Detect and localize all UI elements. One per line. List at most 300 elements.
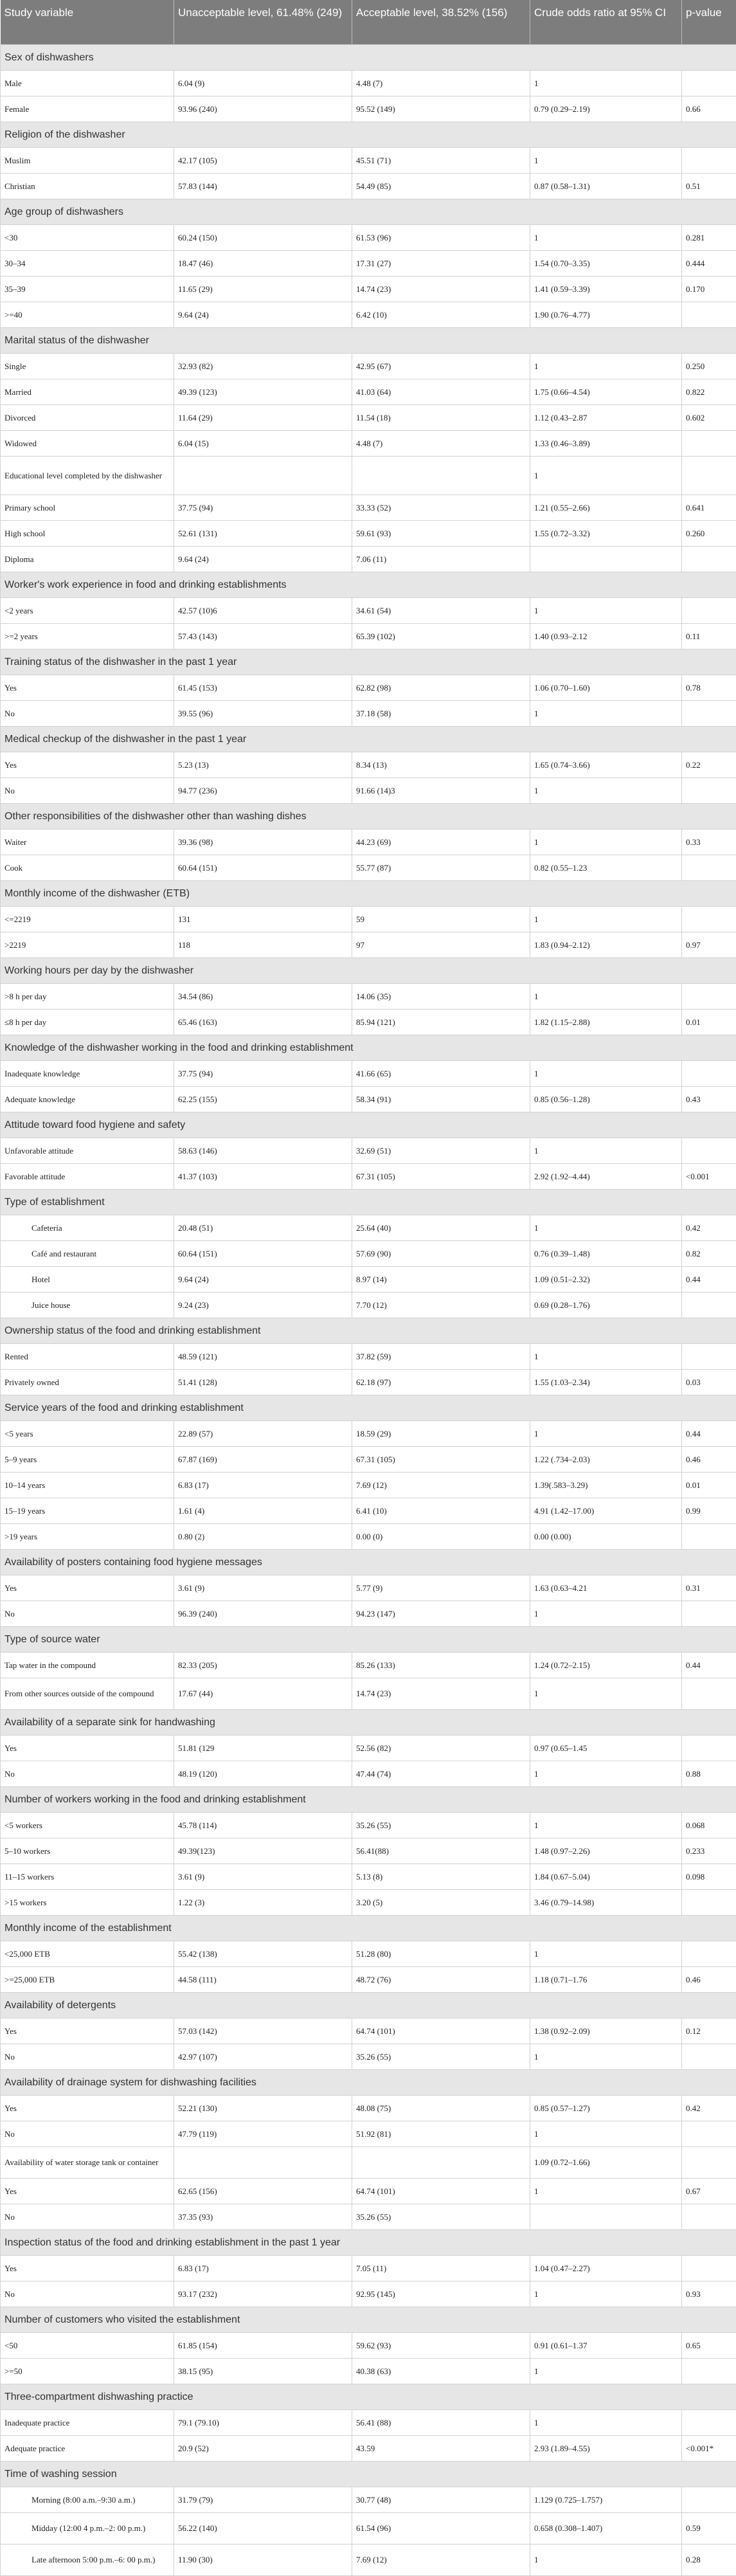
cell-acceptable: 85.26 (133) [352,1652,530,1678]
table-row [1,1652,736,1678]
cell-p-value [682,430,736,456]
cell-unacceptable: 131 [174,906,352,932]
cell-p-value: 0.44 [682,1420,736,1446]
table-row [1,983,736,1009]
cell-p-value [682,2255,736,2281]
cell-unacceptable: 48.59 (121) [174,1343,352,1369]
cell-odds-ratio: 1 [530,777,682,803]
cell-acceptable: 33.33 (52) [352,494,530,520]
cell-acceptable: 5.13 (8) [352,1864,530,1889]
cell-acceptable: 92.95 (145) [352,2281,530,2307]
cell-unacceptable: 61.85 (154) [174,2332,352,2358]
section-label: Availability of a separate sink for handwashing [1,1709,736,1735]
cell-variable: >=50 [1,2358,174,2384]
cell-variable: 10–14 years [1,1472,174,1498]
table-row [1,2095,736,2121]
cell-p-value [682,2146,736,2178]
cell-variable: Yes [1,2255,174,2281]
cell-p-value: 0.641 [682,494,736,520]
cell-variable: Yes [1,2178,174,2204]
cell-unacceptable: 52.21 (130) [174,2095,352,2121]
table-row [1,2255,736,2281]
cell-odds-ratio: 1.55 (1.03–2.34) [530,1369,682,1395]
cell-acceptable: 18.59 (29) [352,1420,530,1446]
cell-p-value [682,906,736,932]
cell-p-value [682,456,736,494]
cell-variable: >2219 [1,932,174,957]
cell-variable: Male [1,70,174,96]
section-row [1,726,736,752]
table-row [1,1864,736,1889]
cell-unacceptable: 67.87 (169) [174,1446,352,1472]
cell-acceptable: 35.26 (55) [352,2044,530,2069]
cell-odds-ratio: 1 [530,2358,682,2384]
cell-p-value: 0.28 [682,2544,736,2575]
cell-unacceptable: 0.80 (2) [174,1523,352,1549]
table-row [1,1889,736,1915]
cell-variable: <=2219 [1,906,174,932]
table-row [1,520,736,546]
cell-odds-ratio: 1.24 (0.72–2.15) [530,1652,682,1678]
cell-p-value: 0.44 [682,1266,736,1292]
cell-acceptable: 14.74 (23) [352,1678,530,1709]
cell-acceptable: 58.34 (91) [352,1086,530,1112]
section-row [1,327,736,353]
cell-unacceptable: 51.81 (129 [174,1735,352,1761]
section-row [1,1549,736,1575]
table-row [1,1812,736,1838]
cell-odds-ratio: 1.12 (0.43–2.87 [530,404,682,430]
cell-variable: >8 h per day [1,983,174,1009]
cell-odds-ratio: 0.76 (0.39–1.48) [530,1240,682,1266]
cell-variable: From other sources outside of the compound [1,1678,174,1709]
cell-odds-ratio: 1 [530,906,682,932]
section-label: Monthly income of the establishment [1,1915,736,1941]
cell-unacceptable: 42.57 (10)6 [174,597,352,623]
table-row [1,2121,736,2146]
header-study-variable: Study variable [1,0,174,44]
cell-acceptable: 14.06 (35) [352,983,530,1009]
cell-odds-ratio: 1.06 (0.70–1.60) [530,675,682,700]
cell-odds-ratio: 1 [530,1215,682,1240]
cell-unacceptable: 96.39 (240) [174,1601,352,1626]
table-row [1,623,736,649]
table-row [1,2512,736,2544]
table-row [1,1523,736,1549]
section-row [1,122,736,147]
cell-variable: <5 workers [1,1812,174,1838]
cell-p-value [682,1735,736,1761]
table-row [1,1215,736,1240]
cell-acceptable: 40.38 (63) [352,2358,530,2384]
cell-odds-ratio: 1.38 (0.92–2.09) [530,2018,682,2044]
cell-p-value: 0.82 [682,1240,736,1266]
cell-odds-ratio: 1 [530,2178,682,2204]
table-row [1,1678,736,1709]
cell-odds-ratio: 1 [530,2409,682,2435]
cell-p-value: 0.098 [682,1864,736,1889]
cell-unacceptable: 34.54 (86) [174,983,352,1009]
cell-unacceptable: 5.23 (13) [174,752,352,777]
cell-unacceptable: 38.15 (95) [174,2358,352,2384]
cell-acceptable: 65.39 (102) [352,623,530,649]
section-row [1,1786,736,1812]
cell-p-value: 0.281 [682,224,736,250]
cell-odds-ratio: 0.658 (0.308–1.407) [530,2512,682,2544]
cell-unacceptable: 42.97 (107) [174,2044,352,2069]
cell-p-value: 0.42 [682,1215,736,1240]
cell-acceptable: 97 [352,932,530,957]
cell-variable: Educational level completed by the dishwasher [1,456,174,494]
table-row [1,752,736,777]
table-row [1,2281,736,2307]
cell-odds-ratio: 1 [530,1138,682,1163]
cell-unacceptable: 6.04 (15) [174,430,352,456]
cell-variable: <5 years [1,1420,174,1446]
cell-acceptable: 67.31 (105) [352,1446,530,1472]
table-row [1,276,736,302]
cell-unacceptable: 18.47 (46) [174,250,352,276]
cell-acceptable: 91.66 (14)3 [352,777,530,803]
cell-p-value: 0.822 [682,379,736,404]
table-row [1,597,736,623]
cell-unacceptable: 94.77 (236) [174,777,352,803]
cell-p-value: 0.01 [682,1009,736,1035]
cell-odds-ratio: 3.46 (0.79–14.98) [530,1889,682,1915]
section-label: Ownership status of the food and drinking establishment [1,1318,736,1343]
cell-acceptable [352,456,530,494]
cell-p-value [682,855,736,880]
section-label: Training status of the dishwasher in the past 1 year [1,649,736,675]
cell-odds-ratio: 1 [530,1420,682,1446]
cell-p-value [682,1138,736,1163]
cell-odds-ratio: 1 [530,1761,682,1786]
table-row [1,1966,736,1992]
section-label: Age group of dishwashers [1,199,736,224]
cell-variable: 30–34 [1,250,174,276]
table-row [1,1420,736,1446]
cell-variable: Adequate knowledge [1,1086,174,1112]
cell-variable: No [1,2204,174,2229]
cell-variable: Morning (8:00 a.m.–9:30 a.m.) [1,2487,174,2512]
cell-unacceptable: 22.89 (57) [174,1420,352,1446]
cell-acceptable: 48.72 (76) [352,1966,530,1992]
section-label: Worker's work experience in food and drinking establishments [1,572,736,597]
cell-odds-ratio: 1 [530,2281,682,2307]
cell-p-value: 0.51 [682,173,736,199]
cell-variable: No [1,1761,174,1786]
cell-acceptable: 67.31 (105) [352,1163,530,1189]
cell-odds-ratio: 1.54 (0.70–3.35) [530,250,682,276]
cell-odds-ratio: 1 [530,1601,682,1626]
section-row [1,2384,736,2409]
table-row [1,1086,736,1112]
section-row [1,1709,736,1735]
cell-acceptable: 59 [352,906,530,932]
cell-acceptable: 6.41 (10) [352,1498,530,1523]
cell-unacceptable: 39.55 (96) [174,700,352,726]
cell-variable: Muslim [1,147,174,173]
cell-unacceptable: 93.17 (232) [174,2281,352,2307]
cell-acceptable: 59.62 (93) [352,2332,530,2358]
cell-variable: No [1,2044,174,2069]
section-row [1,1915,736,1941]
section-label: Availability of posters containing food hygiene messages [1,1549,736,1575]
cell-odds-ratio: 1.09 (0.72–1.66) [530,2146,682,2178]
section-row [1,572,736,597]
cell-variable: ≤8 h per day [1,1009,174,1035]
header-unacceptable-level: Unacceptable level, 61.48% (249) [174,0,352,44]
cell-p-value: 0.93 [682,2281,736,2307]
cell-unacceptable: 82.33 (205) [174,1652,352,1678]
cell-acceptable: 32.69 (51) [352,1138,530,1163]
cell-variable: Yes [1,752,174,777]
cell-variable: Café and restaurant [1,1240,174,1266]
cell-odds-ratio: 1.40 (0.93–2.12 [530,623,682,649]
cell-acceptable: 62.18 (97) [352,1369,530,1395]
table-header [1,0,736,44]
cell-acceptable: 59.61 (93) [352,520,530,546]
cell-p-value: 0.44 [682,1652,736,1678]
table-row [1,250,736,276]
section-label: Attitude toward food hygiene and safety [1,1112,736,1138]
table-row [1,1498,736,1523]
cell-p-value: 0.78 [682,675,736,700]
table-row [1,2435,736,2461]
cell-variable: No [1,2121,174,2146]
cell-variable: <30 [1,224,174,250]
cell-acceptable: 94.23 (147) [352,1601,530,1626]
cell-variable: Tap water in the compound [1,1652,174,1678]
cell-odds-ratio: 1.48 (0.97–2.26) [530,1838,682,1864]
cell-acceptable: 62.82 (98) [352,675,530,700]
cell-acceptable: 64.74 (101) [352,2178,530,2204]
cell-odds-ratio: 1.83 (0.94–2.12) [530,932,682,957]
section-label: Other responsibilities of the dishwasher other than washing dishes [1,803,736,829]
cell-unacceptable: 17.67 (44) [174,1678,352,1709]
cell-acceptable: 14.74 (23) [352,276,530,302]
cell-odds-ratio: 1.65 (0.74–3.66) [530,752,682,777]
table-row [1,1060,736,1086]
cell-acceptable: 25.64 (40) [352,1215,530,1240]
table-row [1,2178,736,2204]
cell-variable: <2 years [1,597,174,623]
cell-odds-ratio: 1 [530,70,682,96]
cell-acceptable [352,2146,530,2178]
cell-variable: >=25,000 ETB [1,1966,174,1992]
table-row [1,1009,736,1035]
table-row [1,2544,736,2575]
table-row [1,1761,736,1786]
cell-odds-ratio: 2.92 (1.92–4.44) [530,1163,682,1189]
cell-odds-ratio: 0.87 (0.58–1.31) [530,173,682,199]
cell-variable: Rented [1,1343,174,1369]
cell-odds-ratio: 1 [530,700,682,726]
cell-p-value: 0.59 [682,2512,736,2544]
table-row [1,224,736,250]
table-row [1,2358,736,2384]
cell-variable: <50 [1,2332,174,2358]
table-row [1,2409,736,2435]
cell-odds-ratio: 0.85 (0.57–1.27) [530,2095,682,2121]
cell-p-value [682,1678,736,1709]
section-label: Monthly income of the dishwasher (ETB) [1,880,736,906]
cell-variable: 35–39 [1,276,174,302]
cell-acceptable: 45.51 (71) [352,147,530,173]
section-row [1,199,736,224]
cell-p-value [682,983,736,1009]
section-label: Medical checkup of the dishwasher in the past 1 year [1,726,736,752]
cell-variable: Divorced [1,404,174,430]
cell-p-value: 0.46 [682,1966,736,1992]
cell-p-value: 0.233 [682,1838,736,1864]
table-row [1,2487,736,2512]
section-row [1,803,736,829]
cell-acceptable: 7.69 (12) [352,2544,530,2575]
cell-variable: >19 years [1,1523,174,1549]
section-label: Type of source water [1,1626,736,1652]
cell-acceptable: 44.23 (69) [352,829,530,855]
cell-unacceptable: 1.61 (4) [174,1498,352,1523]
cell-p-value: 0.01 [682,1472,736,1498]
section-row [1,957,736,983]
cell-p-value [682,2204,736,2229]
cell-variable: 11–15 workers [1,1864,174,1889]
cell-odds-ratio: 0.00 (0.00) [530,1523,682,1549]
cell-p-value: 0.66 [682,96,736,122]
cell-acceptable: 41.66 (65) [352,1060,530,1086]
cell-p-value [682,1292,736,1318]
cell-variable: Widowed [1,430,174,456]
cell-unacceptable: 48.19 (120) [174,1761,352,1786]
table-row [1,1446,736,1472]
cell-p-value: 0.444 [682,250,736,276]
cell-unacceptable: 20.9 (52) [174,2435,352,2461]
table-row [1,1292,736,1318]
cell-p-value: <0.001* [682,2435,736,2461]
cell-odds-ratio: 1.129 (0.725–1.757) [530,2487,682,2512]
cell-variable: Favorable attitude [1,1163,174,1189]
table-row [1,932,736,957]
cell-variable: Female [1,96,174,122]
section-label: Sex of dishwashers [1,44,736,70]
cell-acceptable: 51.28 (80) [352,1941,530,1966]
cell-p-value [682,1060,736,1086]
cell-unacceptable: 11.90 (30) [174,2544,352,2575]
section-label: Number of workers working in the food and drinking establishment [1,1786,736,1812]
cell-odds-ratio: 0.79 (0.29–2.19) [530,96,682,122]
table-row [1,494,736,520]
cell-p-value: 0.03 [682,1369,736,1395]
cell-variable: No [1,700,174,726]
table-row [1,1472,736,1498]
cell-p-value [682,147,736,173]
cell-unacceptable: 57.83 (144) [174,173,352,199]
cell-variable: Hotel [1,1266,174,1292]
cell-variable: Inadequate practice [1,2409,174,2435]
cell-unacceptable: 9.64 (24) [174,302,352,327]
cell-unacceptable: 44.58 (111) [174,1966,352,1992]
cell-odds-ratio: 2.93 (1.89–4.55) [530,2435,682,2461]
cell-unacceptable: 55.42 (138) [174,1941,352,1966]
cell-odds-ratio: 1 [530,1678,682,1709]
cell-unacceptable: 6.83 (17) [174,2255,352,2281]
table-row [1,1369,736,1395]
cell-acceptable: 61.53 (96) [352,224,530,250]
cell-odds-ratio: 1.04 (0.47–2.27) [530,2255,682,2281]
section-label: Availability of drainage system for dishwashing facilities [1,2069,736,2095]
cell-variable: >15 workers [1,1889,174,1915]
cell-p-value: 0.260 [682,520,736,546]
cell-p-value: 0.22 [682,752,736,777]
table-row [1,1343,736,1369]
cell-variable: Christian [1,173,174,199]
section-label: Service years of the food and drinking establishment [1,1395,736,1420]
cell-odds-ratio: 1.22 (.734–2.03) [530,1446,682,1472]
section-row [1,649,736,675]
table-row [1,2044,736,2069]
cell-acceptable: 8.97 (14) [352,1266,530,1292]
cell-acceptable: 48.08 (75) [352,2095,530,2121]
cell-acceptable: 52.56 (82) [352,1735,530,1761]
cell-variable: Diploma [1,546,174,572]
section-row [1,2229,736,2255]
cell-odds-ratio: 1 [530,597,682,623]
section-label: Three-compartment dishwashing practice [1,2384,736,2409]
cell-odds-ratio: 1 [530,1941,682,1966]
table-row [1,1941,736,1966]
cell-unacceptable: 11.64 (29) [174,404,352,430]
cell-odds-ratio: 1 [530,1343,682,1369]
cell-odds-ratio: 1 [530,1060,682,1086]
cell-odds-ratio: 1 [530,224,682,250]
cell-acceptable: 61.54 (96) [352,2512,530,2544]
cell-p-value [682,597,736,623]
cell-unacceptable: 39.36 (98) [174,829,352,855]
cell-unacceptable: 37.35 (93) [174,2204,352,2229]
cell-unacceptable: 51.41 (128) [174,1369,352,1395]
cell-p-value [682,1343,736,1369]
cell-p-value [682,2044,736,2069]
cell-unacceptable: 6.83 (17) [174,1472,352,1498]
cell-variable: 15–19 years [1,1498,174,1523]
cell-p-value [682,1601,736,1626]
cell-variable: >=2 years [1,623,174,649]
section-row [1,1318,736,1343]
section-label: Time of washing session [1,2461,736,2487]
table-row [1,777,736,803]
cell-odds-ratio: 1 [530,147,682,173]
cell-unacceptable: 45.78 (114) [174,1812,352,1838]
section-row [1,1035,736,1060]
cell-acceptable: 8.34 (13) [352,752,530,777]
cell-acceptable: 35.26 (55) [352,2204,530,2229]
cell-odds-ratio: 4.91 (1.42–17.00) [530,1498,682,1523]
cell-p-value [682,1941,736,1966]
cell-odds-ratio: 0.85 (0.56–1.28) [530,1086,682,1112]
cell-odds-ratio: 1.18 (0.71–1.76 [530,1966,682,1992]
section-row [1,44,736,70]
cell-variable: Cook [1,855,174,880]
cell-unacceptable: 60.64 (151) [174,855,352,880]
cell-acceptable: 56.41(88) [352,1838,530,1864]
cell-unacceptable: 62.25 (155) [174,1086,352,1112]
cell-variable: High school [1,520,174,546]
cell-odds-ratio: 1 [530,353,682,379]
table-row [1,147,736,173]
table-row [1,173,736,199]
cell-odds-ratio: 0.91 (0.61–1.37 [530,2332,682,2358]
